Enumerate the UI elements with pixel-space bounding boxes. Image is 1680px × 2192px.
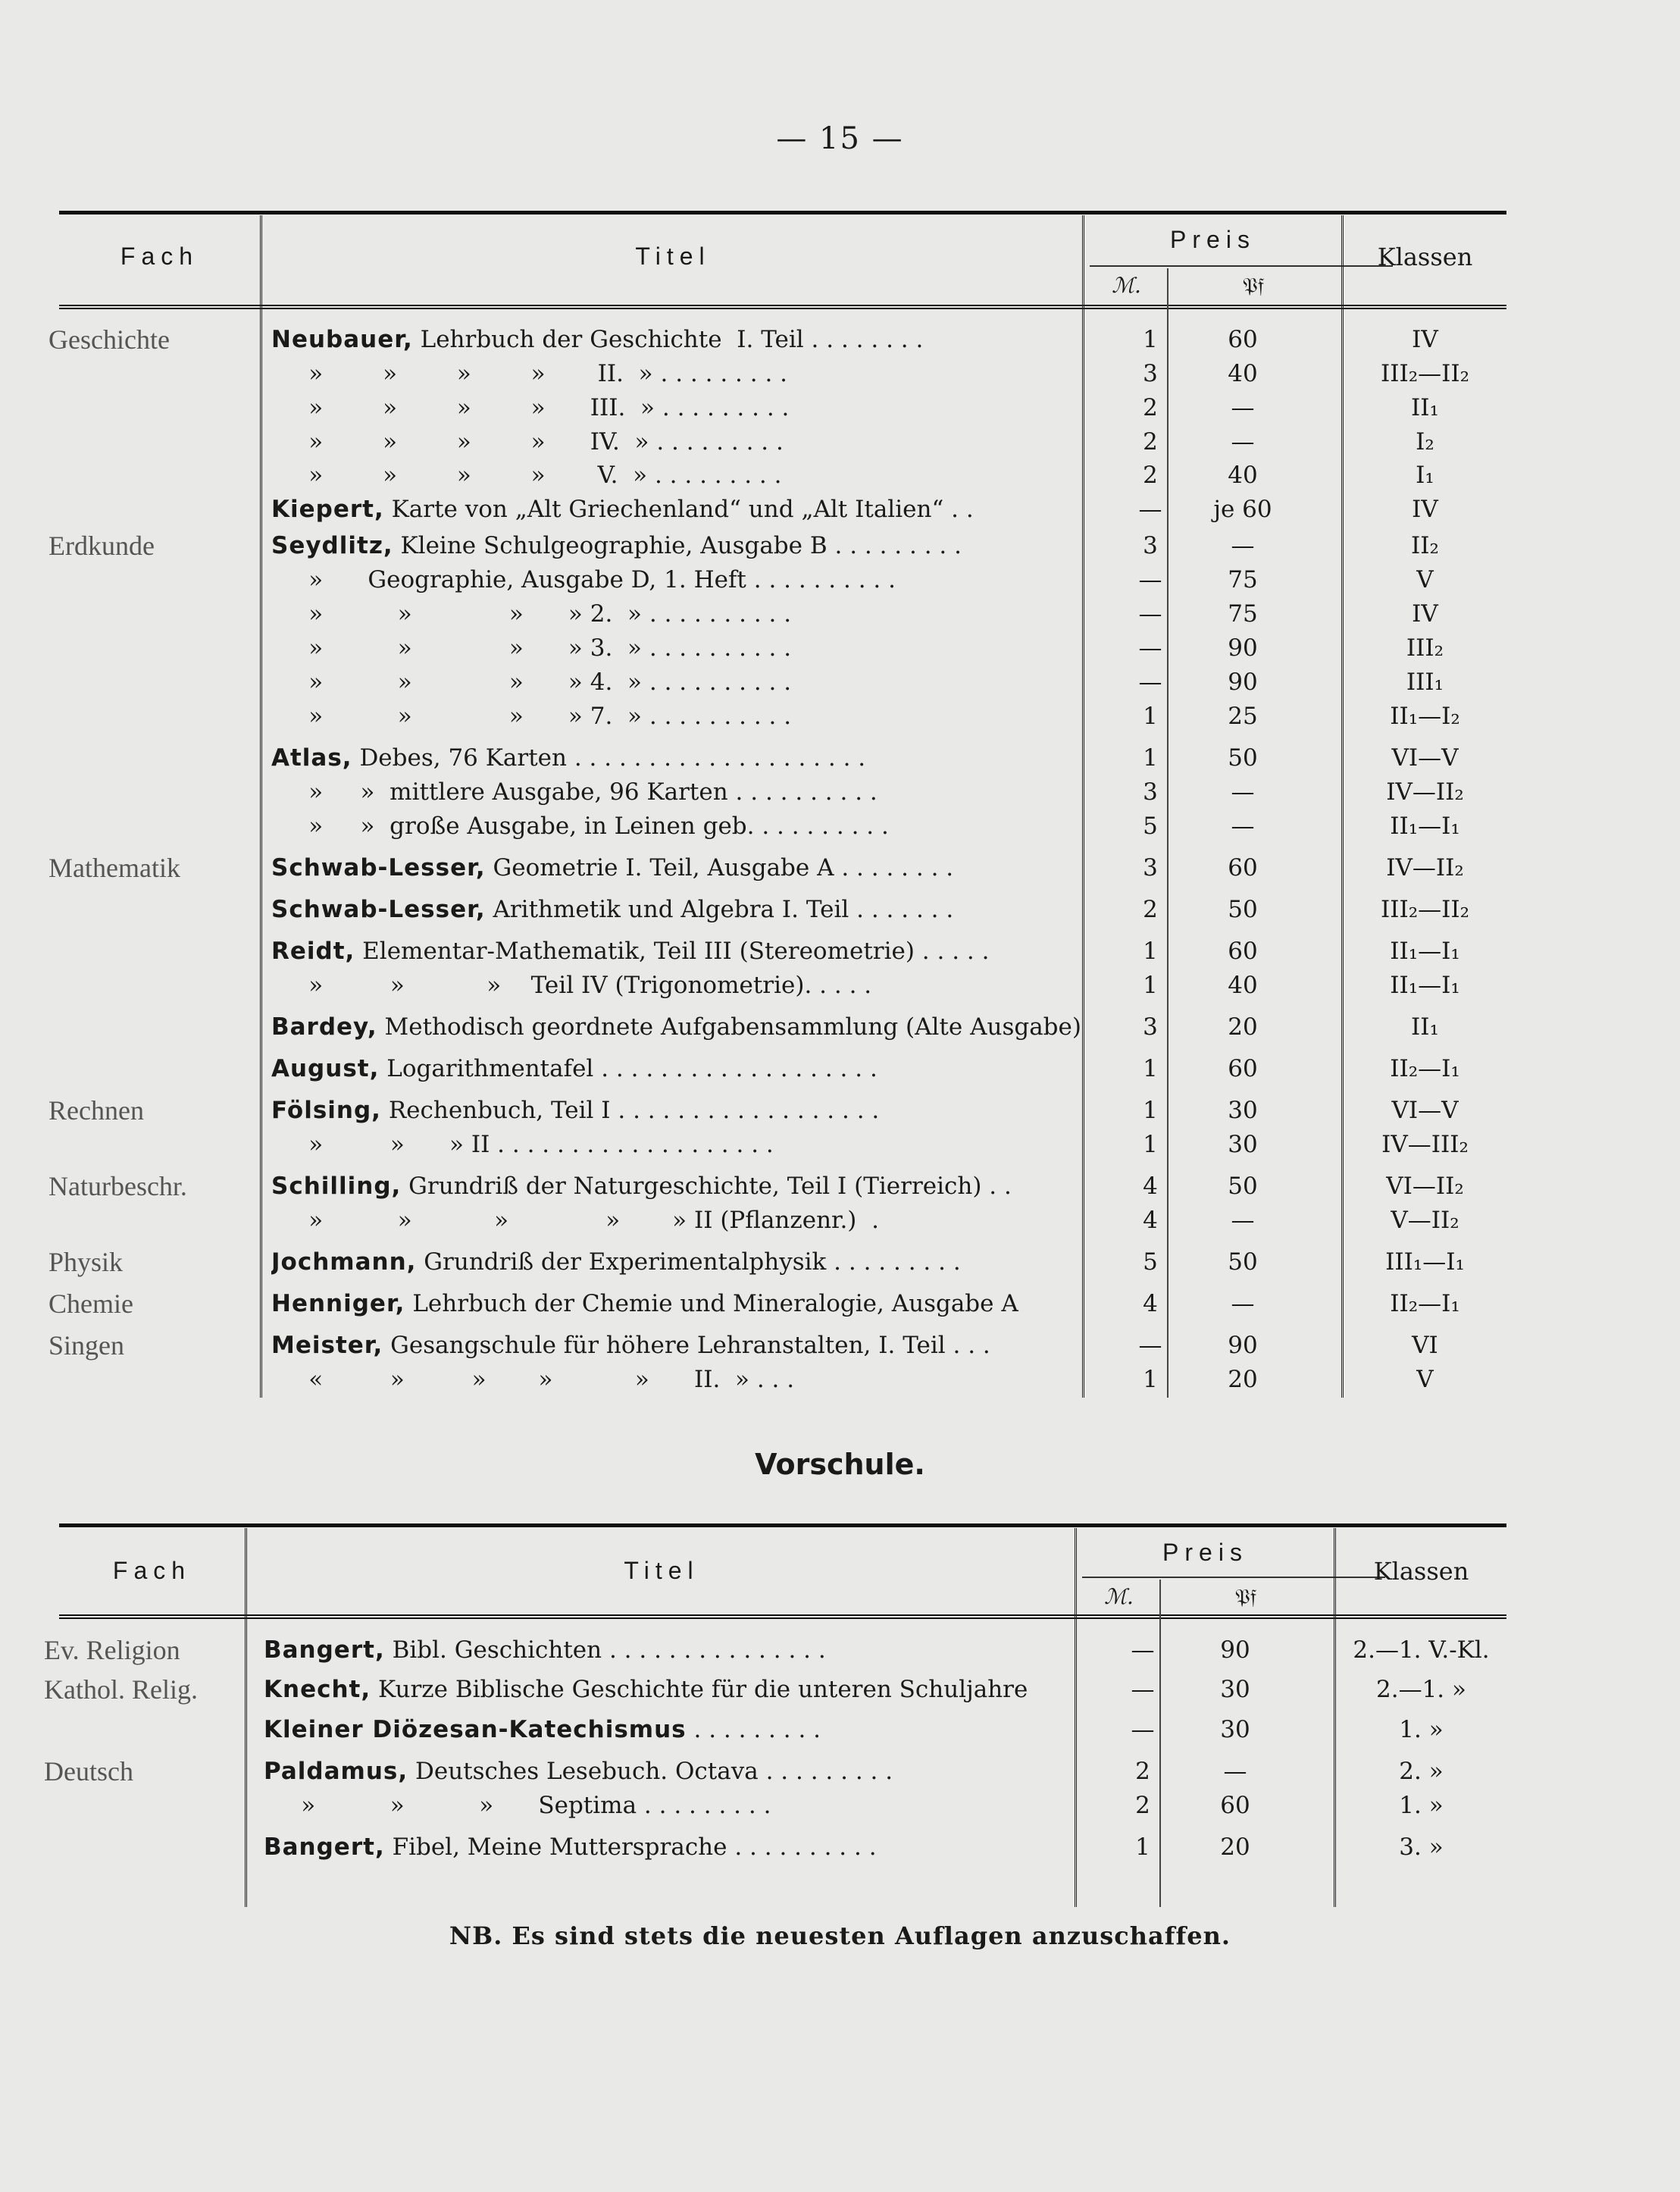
price-mark-cell: 1 [1143, 1131, 1158, 1158]
table-row [59, 1363, 1506, 1396]
titel-cell [271, 1128, 1120, 1161]
title-text: Methodisch geordnete Aufgabensammlung (Alte Ausgabe) [377, 1013, 1081, 1041]
price-mark-cell: 1 [1143, 1055, 1158, 1082]
table-row [59, 459, 1506, 492]
title-text: » » » » V. » . . . . . . . . . [271, 462, 782, 489]
title-text: Logarithmentafel . . . . . . . . . . . . . . . . . . . [379, 1055, 878, 1082]
klassen-cell: IV—III₂ [1381, 1131, 1469, 1158]
titel-cell [271, 425, 1120, 459]
table-row [59, 935, 1506, 968]
titel-cell [271, 493, 1120, 526]
price-mark-cell: 5 [1143, 1248, 1158, 1276]
price-pf-cell: — [1231, 778, 1255, 806]
titel-cell [271, 323, 1120, 356]
klassen-cell: II₂—I₁ [1390, 1290, 1460, 1317]
title-text: Grundriß der Experimentalphysik . . . . . . . . . [416, 1248, 961, 1276]
title-text: » » » Teil IV (Trigonometrie). . . . . [271, 972, 872, 999]
fach-cell: Kathol. Relig. [44, 1674, 198, 1705]
klassen-cell: IV—II₂ [1386, 854, 1464, 881]
author-name: Neubauer, [271, 326, 413, 353]
klassen-cell: VI—V [1391, 1097, 1459, 1124]
table-row [59, 893, 1506, 926]
header-pf: 𝔓𝔣 [1242, 273, 1265, 298]
title-text: Lehrbuch der Chemie und Mineralogie, Ausgabe A [405, 1290, 1018, 1317]
fach-cell: Naturbeschr. [48, 1171, 187, 1201]
klassen-cell: III₂—II₂ [1380, 896, 1470, 923]
titel-cell [264, 1830, 1112, 1864]
title-text: » » » » 3. » . . . . . . . . . . [271, 634, 792, 662]
titel-cell [271, 1245, 1120, 1279]
titel-cell [271, 741, 1120, 775]
price-pf-cell: 20 [1220, 1833, 1250, 1861]
price-pf-cell: — [1231, 394, 1255, 421]
vs-header-pf: 𝔓𝔣 [1234, 1584, 1257, 1609]
author-name: Knecht, [264, 1676, 371, 1703]
klassen-cell: II₂—I₁ [1390, 1055, 1460, 1082]
price-pf-cell: 90 [1220, 1636, 1250, 1664]
header-mark: ℳ. [1112, 273, 1141, 298]
price-mark-cell: 1 [1143, 744, 1158, 772]
fach-cell: Rechnen [48, 1095, 144, 1126]
table-row [59, 1010, 1506, 1044]
titel-cell [271, 357, 1120, 390]
vorschule-table [44, 1523, 1506, 1902]
klassen-cell: VI—V [1391, 744, 1459, 772]
price-mark-cell: 3 [1143, 360, 1158, 387]
price-mark-cell: 2 [1135, 1758, 1150, 1785]
price-pf-cell: 90 [1228, 1332, 1258, 1359]
vs-header-titel: Titel [624, 1557, 699, 1584]
author-name: Paldamus, [264, 1758, 408, 1785]
klassen-cell: IV [1412, 496, 1438, 523]
table-row [59, 700, 1506, 733]
price-pf-cell: 50 [1228, 744, 1258, 772]
author-name: Bardey, [271, 1013, 377, 1041]
nb-note: NB. Es sind stets die neuesten Auflagen anzuschaffen. [449, 1921, 1231, 1950]
author-name: Reidt, [271, 938, 355, 965]
titel-cell [271, 893, 1120, 926]
klassen-cell: V [1416, 566, 1434, 593]
price-pf-cell: — [1231, 428, 1255, 456]
price-pf-cell: 60 [1220, 1792, 1250, 1819]
header-fach: Fach [120, 243, 199, 270]
table-row [44, 1633, 1506, 1667]
klassen-cell: 2.—1. V.-Kl. [1353, 1636, 1490, 1664]
titel-cell [271, 1094, 1120, 1127]
price-pf-cell: 75 [1228, 566, 1258, 593]
klassen-cell: VI [1412, 1332, 1438, 1359]
table-row [59, 1204, 1506, 1237]
main-table [48, 211, 1506, 1401]
klassen-cell: IV—II₂ [1386, 778, 1464, 806]
titel-cell [271, 1204, 1120, 1237]
klassen-cell: 3. » [1399, 1833, 1444, 1861]
table-row [44, 1755, 1506, 1788]
table-row [59, 809, 1506, 843]
fach-cell: Geschichte [48, 324, 170, 355]
titel-cell [264, 1713, 1112, 1746]
title-text: Karte von „Alt Griechenland“ und „Alt Italien“ . . [383, 496, 974, 523]
table-row [48, 1170, 1506, 1203]
price-pf-cell: 20 [1228, 1366, 1258, 1393]
table-row [59, 775, 1506, 809]
klassen-cell: 2.—1. » [1376, 1676, 1466, 1703]
titel-cell [271, 631, 1120, 665]
header-klassen: Klassen [1377, 243, 1473, 271]
titel-cell [264, 1633, 1112, 1667]
table-row [59, 357, 1506, 390]
fach-cell: Mathematik [48, 853, 180, 883]
klassen-cell: II₂ [1411, 532, 1439, 559]
title-text: » » » » 4. » . . . . . . . . . . [271, 669, 792, 696]
table-row [48, 529, 1506, 562]
table-row [48, 1287, 1506, 1320]
author-name: August, [271, 1055, 380, 1082]
titel-cell [264, 1789, 1112, 1822]
titel-cell [271, 1052, 1120, 1085]
titel-cell [271, 775, 1120, 809]
price-pf-cell: — [1231, 1207, 1255, 1234]
author-name: Seydlitz, [271, 532, 393, 559]
klassen-cell: 2. » [1399, 1758, 1444, 1785]
author-name: Schwab-Lesser, [271, 896, 486, 923]
vs-header-klassen: Klassen [1373, 1557, 1469, 1586]
title-text: » » » » IV. » . . . . . . . . . [271, 428, 784, 456]
titel-cell [271, 665, 1120, 699]
price-pf-cell: 90 [1228, 669, 1258, 696]
vs-header-preis: Preis [1162, 1539, 1248, 1566]
titel-cell [271, 935, 1120, 968]
price-pf-cell: 25 [1228, 703, 1258, 730]
title-text: » » » » 7. » . . . . . . . . . . [271, 703, 792, 730]
author-name: Kleiner Diözesan-Katechismus [264, 1716, 687, 1743]
vs-header-mark: ℳ. [1104, 1584, 1134, 1609]
klassen-cell: III₁—I₁ [1385, 1248, 1465, 1276]
price-mark-cell: 3 [1143, 532, 1158, 559]
titel-cell [271, 1010, 1120, 1044]
price-pf-cell: 60 [1228, 938, 1258, 965]
price-pf-cell: — [1231, 1290, 1255, 1317]
title-text: » » » » III. » . . . . . . . . . [271, 394, 790, 421]
titel-cell [271, 851, 1120, 885]
price-mark-cell: 5 [1143, 813, 1158, 840]
klassen-cell: III₂—II₂ [1380, 360, 1470, 387]
price-mark-cell: 2 [1143, 428, 1158, 456]
price-pf-cell: 50 [1228, 1248, 1258, 1276]
title-text: Debes, 76 Karten . . . . . . . . . . . . . . . . . . . . [352, 744, 866, 772]
fach-cell: Chemie [48, 1289, 133, 1319]
price-pf-cell: 40 [1228, 360, 1258, 387]
title-text: Geometrie I. Teil, Ausgabe A . . . . . . . . [485, 854, 954, 881]
price-mark-cell: 3 [1143, 1013, 1158, 1041]
klassen-cell: 1. » [1399, 1792, 1444, 1819]
price-pf-cell: 50 [1228, 896, 1258, 923]
titel-cell [271, 1329, 1120, 1362]
price-pf-cell: 60 [1228, 854, 1258, 881]
title-text: » » » II . . . . . . . . . . . . . . . . . . . [271, 1131, 774, 1158]
author-name: Henniger, [271, 1290, 405, 1317]
titel-cell [264, 1673, 1112, 1706]
title-text: « » » » » II. » . . . [271, 1366, 795, 1393]
author-name: Bangert, [264, 1636, 385, 1664]
author-name: Schilling, [271, 1173, 402, 1200]
klassen-cell: III₂ [1406, 634, 1444, 662]
fach-cell: Erdkunde [48, 531, 155, 561]
price-mark-cell: 4 [1143, 1290, 1158, 1317]
price-mark-cell: 3 [1143, 778, 1158, 806]
title-text: Grundriß der Naturgeschichte, Teil I (Tierreich) . . [401, 1173, 1012, 1200]
title-text: Gesangschule für höhere Lehranstalten, I. Teil . . . [383, 1332, 990, 1359]
table-row [59, 631, 1506, 665]
titel-cell [271, 459, 1120, 492]
title-text: Fibel, Meine Muttersprache . . . . . . . . . . [384, 1833, 877, 1861]
price-pf-cell: 75 [1228, 600, 1258, 628]
title-text: Lehrbuch der Geschichte I. Teil . . . . . . . . [412, 326, 924, 353]
klassen-cell: II₁ [1411, 394, 1439, 421]
klassen-cell: VI—II₂ [1386, 1173, 1464, 1200]
page-number: — 15 — [776, 121, 904, 156]
klassen-cell: IV [1412, 600, 1438, 628]
title-text: » Geographie, Ausgabe D, 1. Heft . . . . . . . . . . [271, 566, 896, 593]
title-text: Kurze Biblische Geschichte für die unteren Schuljahre [371, 1676, 1028, 1703]
table-row [48, 851, 1506, 885]
price-pf-cell: — [1231, 813, 1255, 840]
price-pf-cell: 40 [1228, 972, 1258, 999]
price-pf-cell: 30 [1220, 1676, 1250, 1703]
vs-header-fach: Fach [112, 1557, 192, 1584]
author-name: Atlas, [271, 744, 352, 772]
fach-cell: Deutsch [44, 1756, 133, 1786]
table-row [59, 597, 1506, 631]
table-row [59, 1830, 1506, 1864]
section-title-vorschule: Vorschule. [755, 1448, 925, 1481]
price-pf-cell: — [1231, 532, 1255, 559]
title-text: » » » Septima . . . . . . . . . [264, 1792, 771, 1819]
author-name: Fölsing, [271, 1097, 381, 1124]
title-text: » » » » 2. » . . . . . . . . . . [271, 600, 792, 628]
table-row [59, 1789, 1506, 1822]
title-text: . . . . . . . . . [686, 1716, 821, 1743]
price-mark-cell: 1 [1143, 938, 1158, 965]
klassen-cell: III₁ [1406, 669, 1444, 696]
titel-cell [271, 700, 1120, 733]
price-mark-cell: 1 [1143, 972, 1158, 999]
title-text: Elementar-Mathematik, Teil III (Stereometrie) . . . . . [355, 938, 990, 965]
title-text: Rechenbuch, Teil I . . . . . . . . . . . . . . . . . . [380, 1097, 880, 1124]
titel-cell [271, 969, 1120, 1002]
table-row [59, 1713, 1506, 1746]
price-mark-cell: — [1138, 600, 1162, 628]
price-pf-cell: 20 [1228, 1013, 1258, 1041]
price-mark-cell: 3 [1143, 854, 1158, 881]
price-pf-cell: 60 [1228, 1055, 1258, 1082]
price-pf-cell: — [1223, 1758, 1247, 1785]
price-mark-cell: — [1138, 496, 1162, 523]
title-text: » » große Ausgabe, in Leinen geb. . . . . . . . . . [271, 813, 889, 840]
klassen-cell: II₁—I₂ [1390, 703, 1460, 730]
author-name: Bangert, [264, 1833, 385, 1861]
table-row [48, 1094, 1506, 1127]
klassen-cell: I₁ [1416, 462, 1434, 489]
price-mark-cell: 1 [1143, 703, 1158, 730]
header-titel: Titel [635, 243, 711, 270]
klassen-cell: II₁—I₁ [1390, 938, 1460, 965]
author-name: Meister, [271, 1332, 383, 1359]
titel-cell [271, 529, 1120, 562]
fach-cell: Physik [48, 1247, 124, 1277]
author-name: Jochmann, [271, 1248, 417, 1276]
klassen-cell: V [1416, 1366, 1434, 1393]
table-row [59, 1128, 1506, 1161]
title-text: Bibl. Geschichten . . . . . . . . . . . . . . . [384, 1636, 826, 1664]
title-text: Arithmetik und Algebra I. Teil . . . . . . . [485, 896, 954, 923]
titel-cell [271, 391, 1120, 424]
fach-cell: Singen [48, 1330, 125, 1361]
author-name: Schwab-Lesser, [271, 854, 486, 881]
price-mark-cell: — [1138, 669, 1162, 696]
table-row [59, 1052, 1506, 1085]
table-row [44, 1673, 1506, 1706]
price-mark-cell: — [1131, 1716, 1155, 1743]
price-mark-cell: 1 [1143, 1097, 1158, 1124]
table-row [59, 563, 1506, 597]
table-row [59, 493, 1506, 526]
titel-cell [264, 1755, 1112, 1788]
klassen-cell: 1. » [1399, 1716, 1444, 1743]
table-row [59, 969, 1506, 1002]
header-preis: Preis [1170, 226, 1256, 253]
title-text: » » » » II. » . . . . . . . . . [271, 360, 788, 387]
titel-cell [271, 1287, 1120, 1320]
klassen-cell: II₁—I₁ [1390, 813, 1460, 840]
klassen-cell: II₁ [1411, 1013, 1439, 1041]
price-mark-cell: 2 [1143, 394, 1158, 421]
price-mark-cell: 2 [1143, 462, 1158, 489]
klassen-cell: IV [1412, 326, 1438, 353]
table-row [59, 665, 1506, 699]
price-mark-cell: 1 [1135, 1833, 1150, 1861]
price-pf-cell: 40 [1228, 462, 1258, 489]
table-row [59, 391, 1506, 424]
klassen-cell: I₂ [1416, 428, 1434, 456]
klassen-cell: V—II₂ [1391, 1207, 1459, 1234]
titel-cell [271, 597, 1120, 631]
price-mark-cell: — [1131, 1636, 1155, 1664]
table-row [48, 1245, 1506, 1279]
title-text: » » » » » II (Pflanzenr.) . [271, 1207, 879, 1234]
titel-cell [271, 1363, 1120, 1396]
price-mark-cell: 2 [1143, 896, 1158, 923]
price-mark-cell: 4 [1143, 1173, 1158, 1200]
titel-cell [271, 809, 1120, 843]
price-mark-cell: — [1138, 634, 1162, 662]
price-pf-cell: 60 [1228, 326, 1258, 353]
title-text: » » mittlere Ausgabe, 96 Karten . . . . . . . . . . [271, 778, 878, 806]
price-pf-cell: 50 [1228, 1173, 1258, 1200]
table-row [48, 323, 1506, 356]
table-row [59, 425, 1506, 459]
price-pf-cell: 90 [1228, 634, 1258, 662]
price-mark-cell: 4 [1143, 1207, 1158, 1234]
price-mark-cell: — [1131, 1676, 1155, 1703]
price-pf-cell: 30 [1228, 1131, 1258, 1158]
price-mark-cell: 1 [1143, 1366, 1158, 1393]
fach-cell: Ev. Religion [44, 1635, 180, 1665]
titel-cell [271, 1170, 1120, 1203]
price-pf-cell: je 60 [1213, 496, 1272, 523]
price-pf-cell: 30 [1228, 1097, 1258, 1124]
klassen-cell: II₁—I₁ [1390, 972, 1460, 999]
titel-cell [271, 563, 1120, 597]
table-row [59, 741, 1506, 775]
price-mark-cell: 1 [1143, 326, 1158, 353]
title-text: Deutsches Lesebuch. Octava . . . . . . . . . [408, 1758, 893, 1785]
price-mark-cell: — [1138, 566, 1162, 593]
table-row [48, 1329, 1506, 1362]
price-mark-cell: — [1138, 1332, 1162, 1359]
price-pf-cell: 30 [1220, 1716, 1250, 1743]
title-text: Kleine Schulgeographie, Ausgabe B . . . . . . . . . [393, 532, 962, 559]
price-mark-cell: 2 [1135, 1792, 1150, 1819]
author-name: Kiepert, [271, 496, 384, 523]
